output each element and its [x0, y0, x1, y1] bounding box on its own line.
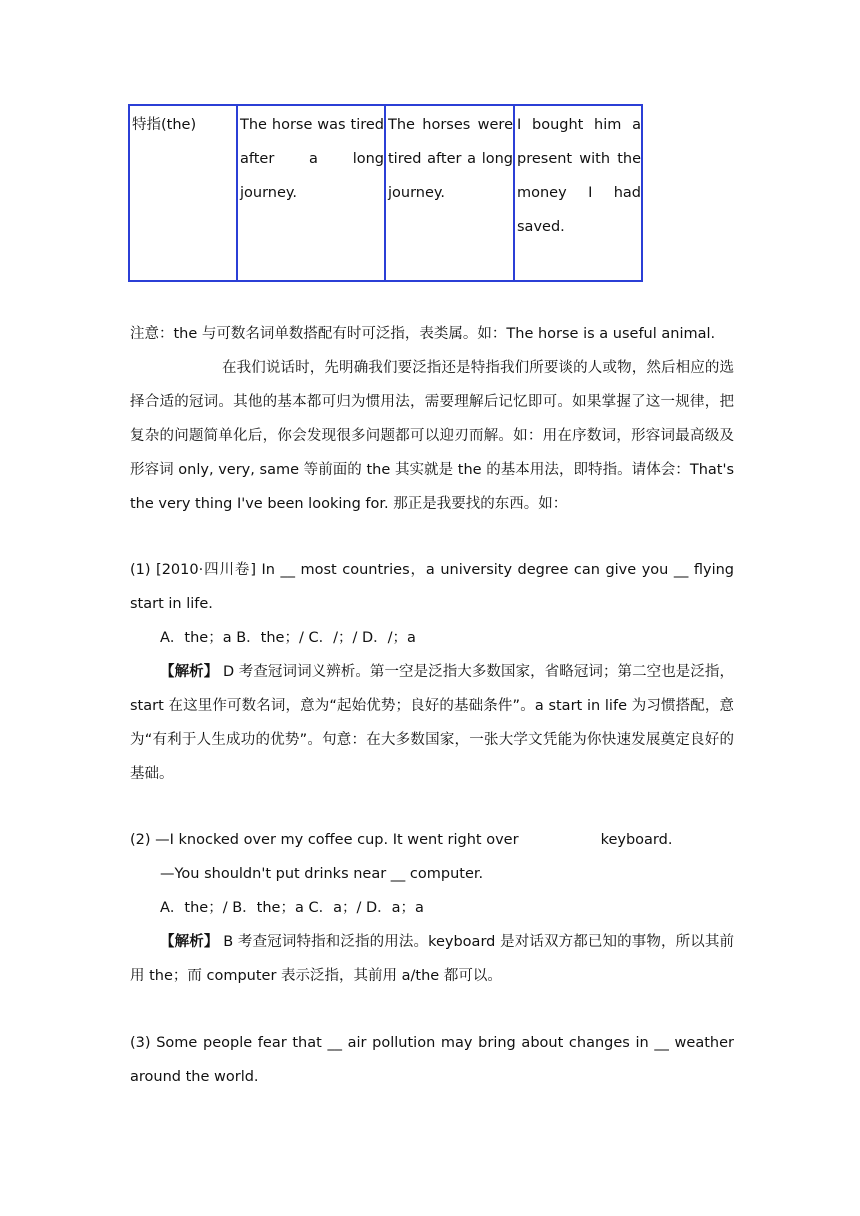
analysis-text: B 考查冠词特指和泛指的用法。keyboard 是对话双方都已知的事物，所以其前用 the；而 computer 表示泛指，其前用 a/the 都可以。 — [130, 934, 734, 984]
question-2-options: A．the；/ B．the；a C．a；/ D．a；a — [160, 900, 424, 916]
question-3 — [130, 1026, 734, 1094]
question-2-stem-part-b: keyboard. — [600, 832, 673, 848]
note-line: 注意：the 与可数名词单数搭配有时可泛指，表类属。如：The horse is a useful animal. — [130, 326, 716, 342]
question-3-stem: (3) Some people fear that __ air pollution may bring about changes in __ weather around the world. — [130, 1035, 734, 1085]
article-usage-table — [128, 104, 643, 282]
note-section — [130, 317, 734, 521]
question-1-options: A．the；a B．the；/ C．/；/ D．/；a — [160, 630, 416, 646]
question-2 — [130, 823, 734, 993]
table-row — [129, 105, 642, 281]
table-cell-singular-example: The horse was tired after a long journey. — [237, 105, 385, 281]
analysis-text: D 考查冠词词义辨析。第一空是泛指大多数国家，省略冠词；第二空也是泛指，start 在这里作可数名词，意为“起始优势；良好的基础条件”。a start in life 为习惯搭配，意为“有利于人生成功的优势”。句意：在大多数国家，一张大学文凭能为你快速发展奠定良好的基础。 — [130, 664, 735, 782]
analysis-tag: 【解析】 — [160, 664, 219, 680]
table-cell-uncountable-example: I bought him a present with the money I had saved. — [514, 105, 642, 281]
question-1-stem: (1) [2010·四川卷] In __ most countries，a university degree can give you __ flying start in life. — [130, 562, 734, 612]
question-1 — [130, 553, 734, 791]
question-1-analysis — [130, 655, 734, 791]
table-cell-label: 特指(the) — [129, 105, 237, 281]
question-2-analysis — [130, 925, 734, 993]
table-cell-plural-example: The horses were tired after a long journey. — [385, 105, 514, 281]
question-2-stem-part-a: (2) —I knocked over my coffee cup. It went right over — [130, 832, 519, 848]
question-2-stem-line2: —You shouldn't put drinks near __ computer. — [160, 866, 484, 882]
note-paragraph: 在我们说话时，先明确我们要泛指还是特指我们所要谈的人或物，然后相应的选择合适的冠词。其他的基本都可归为惯用法，需要理解后记忆即可。如果掌握了这一规律，把复杂的问题简单化后，你会发现很多问题都可以迎刃而解。如：用在序数词，形容词最高级及形容词 only, very, same 等前面的 the 其实就是 the 的基本用法，即特指。请体会：That's the very thing I've been looking for. 那正是我要找的东西。如： — [130, 360, 734, 512]
analysis-tag: 【解析】 — [160, 934, 219, 950]
question-2-stem — [130, 823, 734, 857]
